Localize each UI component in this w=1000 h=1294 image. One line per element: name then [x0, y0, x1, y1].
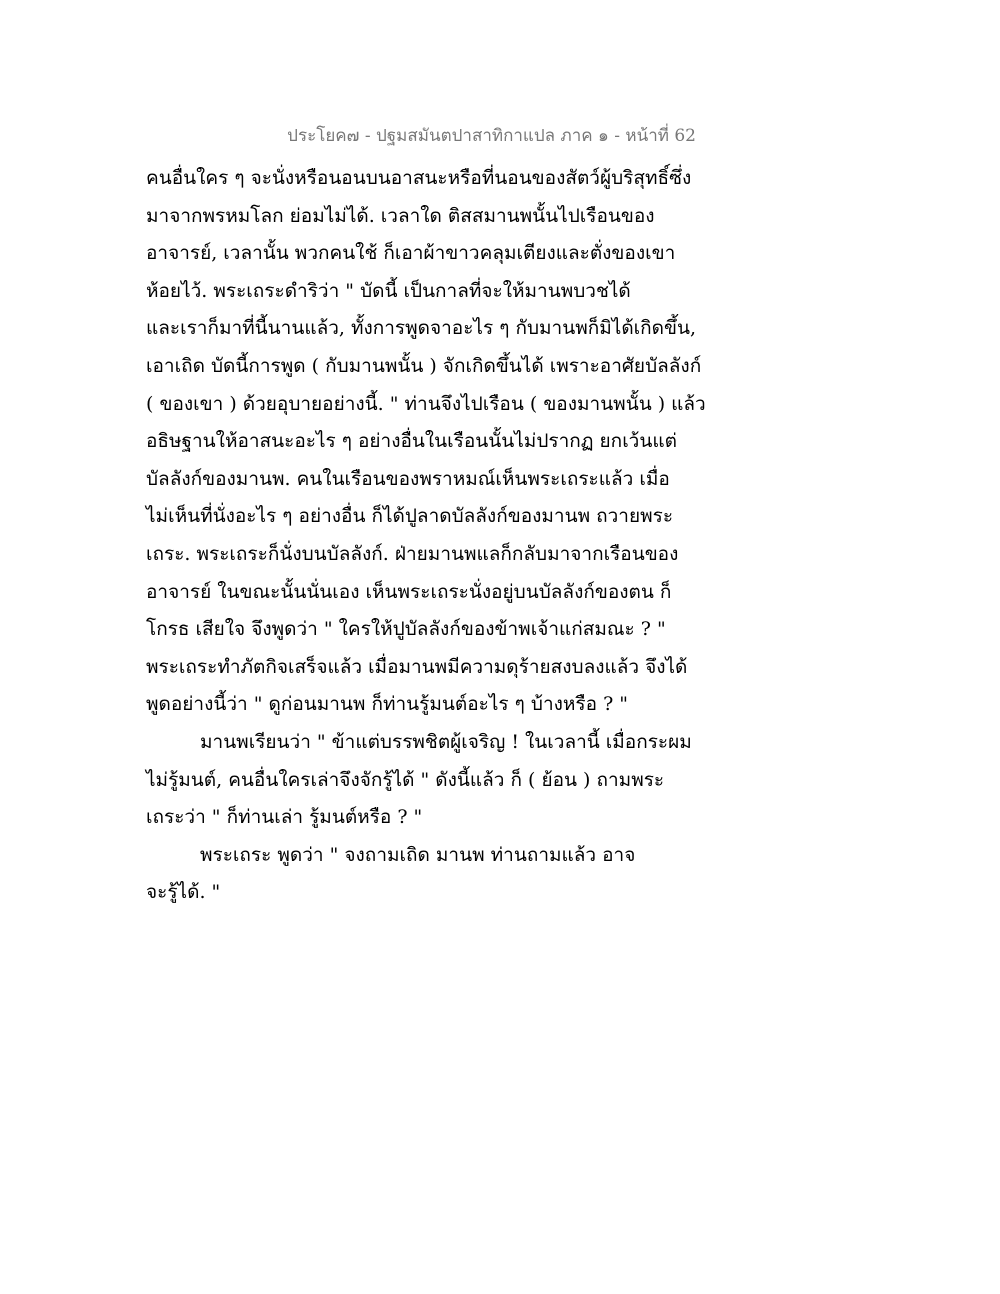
text-line: บัลลังก์ของมานพ. คนในเรือนของพราหมณ์เห็นพระเถระแล้ว เมื่อ: [146, 467, 670, 490]
text-line: อาจารย์, เวลานั้น พวกคนใช้ ก็เอาผ้าขาวคลุมเตียงและตั่งของเขา: [146, 242, 676, 265]
text-line: ห้อยไว้. พระเถระดำริว่า " บัดนี้ เป็นกาลที่จะให้มานพบวชได้: [146, 279, 631, 302]
text-line: เถระว่า " ก็ท่านเล่า รู้มนต์หรือ ? ": [146, 806, 423, 829]
text-line: จะรู้ได้. ": [146, 881, 221, 904]
text-line: เถระ. พระเถระก็นั่งบนบัลลังก์. ฝ่ายมานพแลก็กลับมาจากเรือนของ: [146, 542, 679, 565]
text-line: พูดอย่างนี้ว่า " ดูก่อนมานพ ก็ท่านรู้มนต์อะไร ๆ บ้างหรือ ? ": [146, 693, 629, 716]
text-line: ไม่รู้มนต์, คนอื่นใครเล่าจึงจักรู้ได้ " ดังนี้แล้ว ก็ ( ย้อน ) ถามพระ: [146, 768, 665, 791]
running-head: ประโยค๗ - ปฐมสมันตปาสาทิกาแปล ภาค ๑ - หน้าที่ 62: [287, 126, 696, 146]
text-line: พระเถระทำภัตกิจเสร็จแล้ว เมื่อมานพมีความดุร้ายสงบลงแล้ว จึงได้: [146, 655, 688, 678]
text-line: ไม่เห็นที่นั่งอะไร ๆ อย่างอื่น ก็ได้ปูลาดบัลลังก์ของมานพ ถวายพระ: [146, 505, 674, 528]
text-line: ( ของเขา ) ด้วยอุบายอย่างนี้. " ท่านจึงไปเรือน ( ของมานพนั้น ) แล้ว: [146, 392, 706, 415]
text-line: โกรธ เสียใจ จึงพูดว่า " ใครให้ปูบัลลังก์ของข้าพเจ้าแก่สมณะ ? ": [146, 618, 666, 641]
text-line: อาจารย์ ในขณะนั้นนั่นเอง เห็นพระเถระนั่งอยู่บนบัลลังก์ของตน ก็: [146, 580, 672, 603]
paragraph-start-line: มานพเรียนว่า " ข้าแต่บรรพชิตผู้เจริญ ! ในเวลานี้ เมื่อกระผม: [200, 730, 692, 753]
text-line: เอาเถิด บัดนี้การพูด ( กับมานพนั้น ) จักเกิดขึ้นได้ เพราะอาศัยบัลลังก์: [146, 354, 702, 377]
text-line: คนอื่นใคร ๆ จะนั่งหรือนอนบนอาสนะหรือที่นอนของสัตว์ผู้บริสุทธิ์ซึ่ง: [146, 167, 692, 189]
body-text: [146, 160, 726, 912]
text-line: มาจากพรหมโลก ย่อมไม่ได้. เวลาใด ติสสมานพนั้นไปเรือนของ: [146, 204, 655, 227]
paragraph-start-line: พระเถระ พูดว่า " จงถามเถิด มานพ ท่านถามแล้ว อาจ: [200, 843, 636, 866]
text-line: และเราก็มาที่นี้นานแล้ว, ทั้งการพูดจาอะไร ๆ กับมานพก็มิได้เกิดขึ้น,: [146, 317, 697, 340]
text-line: อธิษฐานให้อาสนะอะไร ๆ อย่างอื่นในเรือนนั้นไม่ปรากฏ ยกเว้นแต่: [146, 430, 677, 453]
